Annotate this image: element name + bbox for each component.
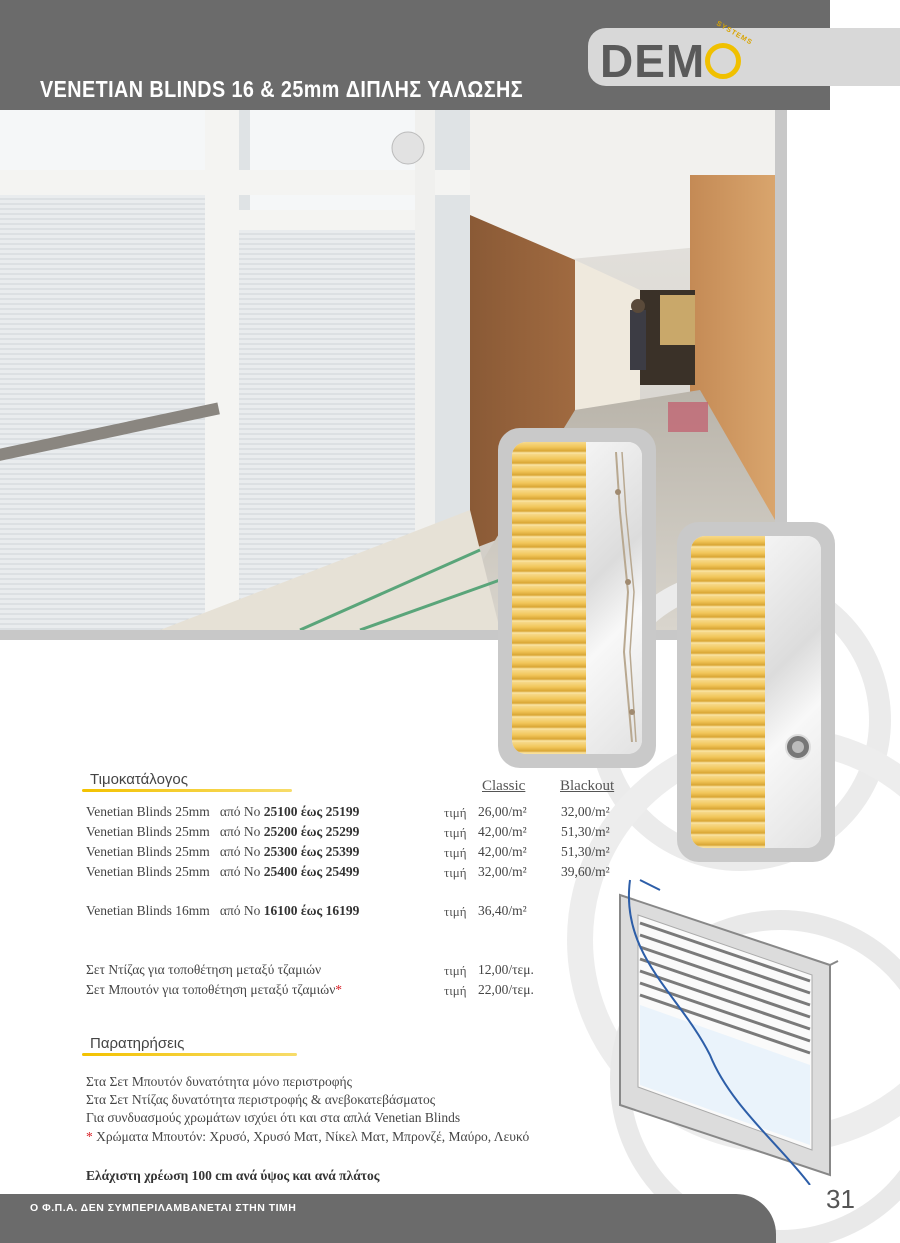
golden-slats <box>512 442 586 754</box>
golden-slats <box>691 536 765 848</box>
asterisk-mark: * <box>335 982 343 997</box>
price-blackout: 51,30/m² <box>561 844 610 859</box>
corridor-photo-icon <box>0 110 775 630</box>
set-row <box>86 982 342 998</box>
rod-chain-icon <box>608 452 638 742</box>
price-blackout: 39,60/m² <box>561 864 610 879</box>
price-row <box>86 903 359 919</box>
price-row <box>86 804 359 820</box>
blind-sample-button <box>677 522 835 862</box>
price-blackout: 32,00/m² <box>561 804 610 819</box>
from-label: από Νο <box>219 844 261 859</box>
product-name: Venetian Blinds 16mm <box>86 903 210 918</box>
asterisk-mark: * <box>86 1129 93 1144</box>
logo-o-ring-icon <box>705 43 741 79</box>
price-classic: 42,00/m² <box>478 844 527 859</box>
product-name: Venetian Blinds 25mm <box>86 844 210 859</box>
page-title: VENETIAN BLINDS 16 & 25mm ΔΙΠΛΗΣ ΥΑΛΩΣΗΣ <box>40 76 524 102</box>
price-row <box>86 864 359 880</box>
note-line: Για συνδυασμούς χρωμάτων ισχύει ότι και στα απλά Venetian Blinds <box>86 1110 461 1125</box>
page-number: 31 <box>826 1184 855 1214</box>
note-line: Στα Σετ Μπουτόν δυνατότητα μόνο περιστροφής <box>86 1074 352 1089</box>
set-price: 12,00/τεμ. <box>478 962 534 977</box>
code-range: 25300 έως 25399 <box>263 844 360 859</box>
price-blackout: 51,30/m² <box>561 824 610 839</box>
col-classic-header: Classic <box>482 778 526 794</box>
note-line-colors <box>86 1129 529 1145</box>
note-line: Στα Σετ Ντίζας δυνατότητα περιστροφής & ανεβοκατεβάσματος <box>86 1092 436 1107</box>
colors-text: Χρώματα Μπουτόν: Χρυσό, Χρυσό Ματ, Νίκελ Ματ, Μπρονζέ, Μαύρο, Λευκό <box>96 1129 530 1144</box>
price-label: τιμή <box>444 805 467 820</box>
set-label: Σετ Ντίζας για τοποθέτηση μεταξύ τζαμιών <box>86 962 322 977</box>
brand-logo <box>600 36 741 86</box>
price-classic: 42,00/m² <box>478 824 527 839</box>
price-row <box>86 824 359 840</box>
notes-heading: Παρατηρήσεις <box>90 1035 185 1052</box>
logo-text: DEM <box>600 35 706 87</box>
glass-panel <box>765 536 821 848</box>
price-label: τιμή <box>444 904 467 919</box>
col-blackout-header: Blackout <box>560 778 615 794</box>
window-diagram-icon <box>600 875 840 1185</box>
min-charge-note: Ελάχιστη χρέωση 100 cm ανά ύψος και ανά πλάτος <box>86 1168 380 1183</box>
code-range: 25200 έως 25299 <box>263 824 360 839</box>
knob-button-icon <box>783 732 813 762</box>
set-row <box>86 962 321 978</box>
price-label: τιμή <box>444 845 467 860</box>
from-label: από Νο <box>219 824 261 839</box>
vat-note: Ο Φ.Π.Α. ΔΕΝ ΣΥΜΠΕΡΙΛΑΜΒΑΝΕΤΑΙ ΣΤΗΝ ΤΙΜΗ <box>30 1202 297 1214</box>
blind-sample-rod <box>498 428 656 768</box>
price-classic: 36,40/m² <box>478 903 527 918</box>
product-name: Venetian Blinds 25mm <box>86 824 210 839</box>
code-range: 25400 έως 25499 <box>263 864 360 879</box>
product-name: Venetian Blinds 25mm <box>86 864 210 879</box>
code-range: 16100 έως 16199 <box>263 903 360 918</box>
code-range: 25100 έως 25199 <box>263 804 360 819</box>
heading-underline <box>82 1053 297 1056</box>
price-classic: 26,00/m² <box>478 804 527 819</box>
corridor-photo <box>0 110 775 630</box>
from-label: από Νο <box>219 903 261 918</box>
price-label: τιμή <box>444 865 467 880</box>
from-label: από Νο <box>219 804 261 819</box>
set-label: Σετ Μπουτόν για τοποθέτηση μεταξύ τζαμιών <box>86 982 336 997</box>
pricelist-heading: Τιμοκατάλογος <box>90 771 188 788</box>
logo-subtext: SYSTEMS <box>714 20 754 47</box>
heading-underline <box>82 789 292 792</box>
price-classic: 32,00/m² <box>478 864 527 879</box>
product-name: Venetian Blinds 25mm <box>86 804 210 819</box>
price-row <box>86 844 359 860</box>
set-price: 22,00/τεμ. <box>478 982 534 997</box>
from-label: από Νο <box>219 864 261 879</box>
price-label: τιμή <box>444 963 467 978</box>
price-label: τιμή <box>444 983 467 998</box>
price-label: τιμή <box>444 825 467 840</box>
